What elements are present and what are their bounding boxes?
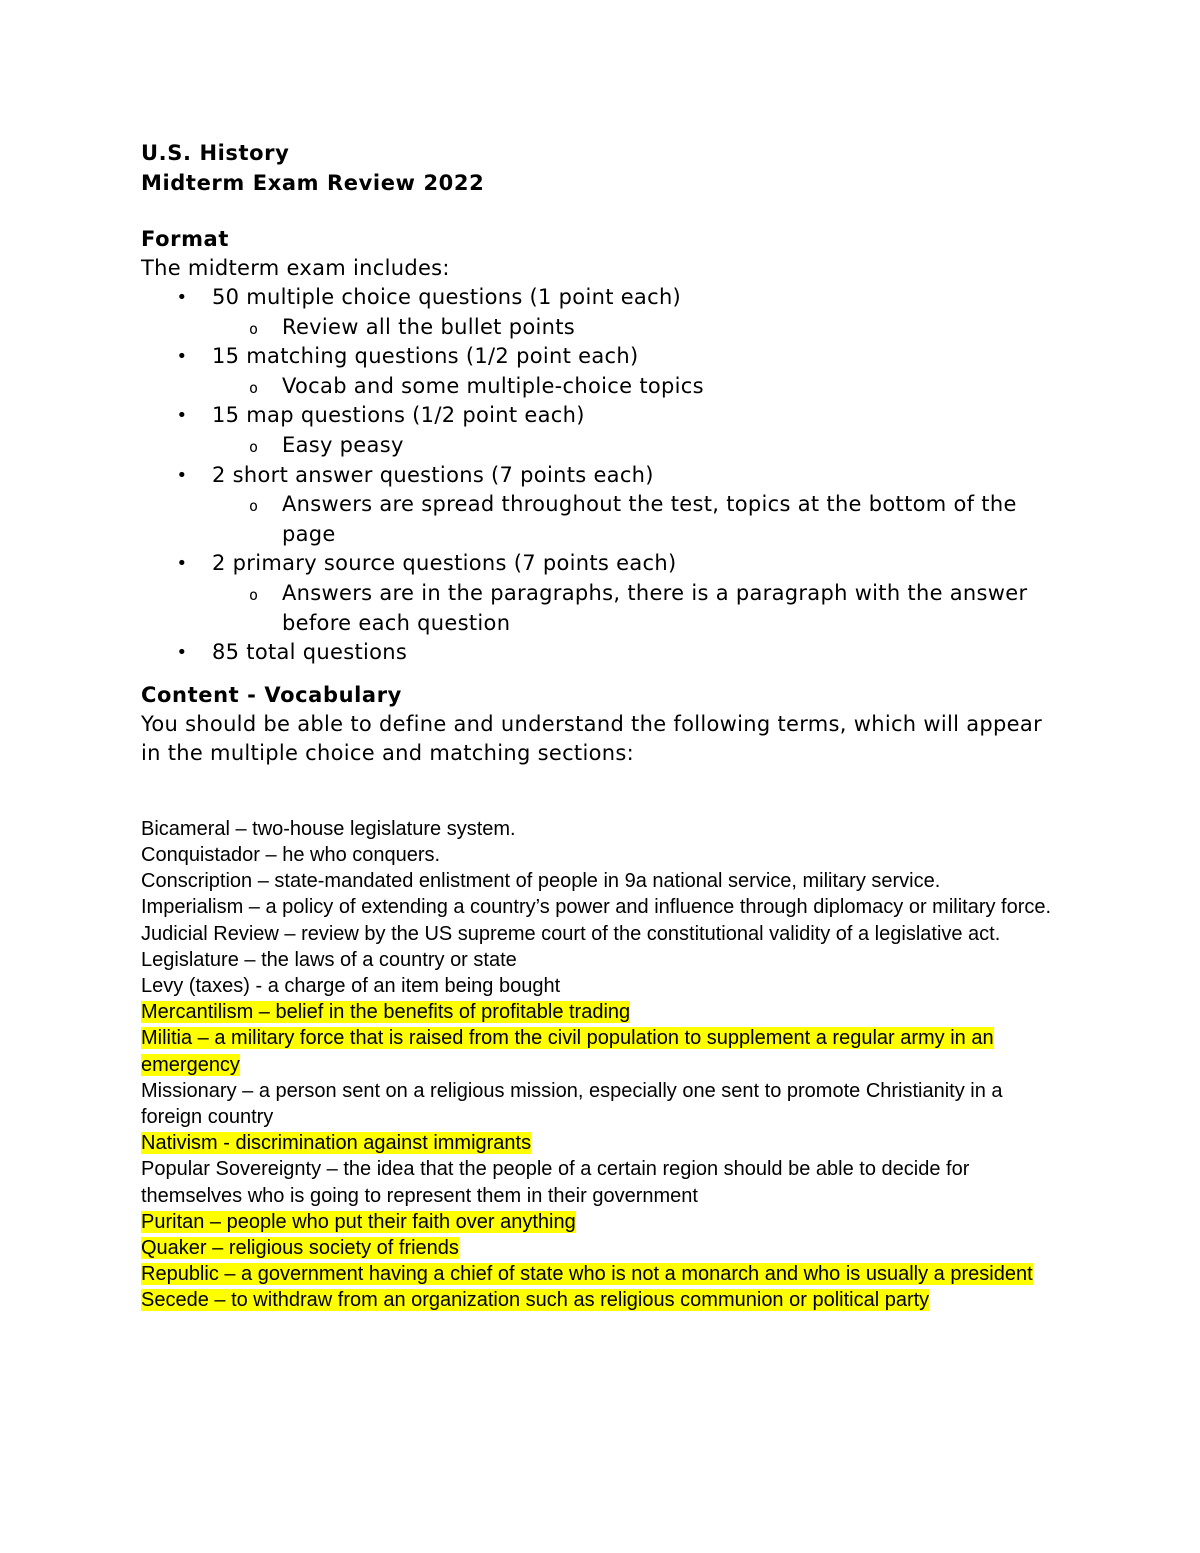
format-sub-item [141,490,1061,549]
vocabulary-term [141,1156,1061,1208]
course-title: U.S. History [141,141,290,165]
vocabulary-term-text: Conscription – state-mandated enlistment of people in 9a national service, military service. [141,870,941,893]
vocabulary-term [141,1025,1061,1077]
format-item-text: 15 map questions (1/2 point each) [212,403,585,428]
vocabulary-term [141,1261,1061,1287]
format-sub-item [141,431,1061,461]
vocabulary-term-text: Militia – a military force that is raised from the civil population to supplement a regular army in an emergency [141,1027,994,1076]
format-list-item [141,549,1061,579]
sub-bullet-icon: o [249,497,259,516]
vocabulary-term-text: Conquistador – he who conquers. [141,843,441,866]
document-page [141,138,1061,1314]
vocabulary-term-text: Levy (taxes) - a charge of an item being bought [141,974,561,997]
sub-bullet-icon: o [249,319,259,338]
vocabulary-term-text: Missionary – a person sent on a religious mission, especially one sent to promote Christianity in a foreign country [141,1079,1003,1128]
format-sub-item-text: Review all the bullet points [282,314,575,339]
format-item-text: 2 primary source questions (7 points each) [212,551,677,576]
bullet-icon: • [176,405,188,427]
vocabulary-term [141,1209,1061,1235]
format-intro: The midterm exam includes: [141,256,450,280]
format-sub-item-text: Easy peasy [282,432,404,457]
vocabulary-intro: You should be able to define and understand the following terms, which will appear in the multiple choice and matching sections: [141,711,1043,765]
vocabulary-term-text: Legislature – the laws of a country or state [141,948,517,971]
bullet-icon: • [176,464,188,486]
format-item-text: 2 short answer questions (7 points each) [212,462,654,487]
format-item-text: 85 total questions [212,640,408,665]
vocabulary-term [141,1130,1061,1156]
vocabulary-term-text: Bicameral – two-house legislature system. [141,817,516,840]
vocabulary-term [141,921,1061,947]
format-list-item [141,342,1061,372]
format-list-item [141,401,1061,431]
bullet-icon: • [176,287,188,308]
format-sub-item-text: Answers are in the paragraphs, there is a paragraph with the answer before each question [282,580,1028,635]
sub-bullet-icon: o [249,585,259,604]
format-sub-item [141,372,1061,402]
format-list-item [141,638,1061,668]
vocabulary-term-text: Republic – a government having a chief of state who is not a monarch and who is usually a president [141,1263,1033,1286]
bullet-icon: • [176,642,188,664]
vocabulary-term [141,894,1061,920]
vocabulary-term [141,1078,1061,1130]
vocabulary-term [141,999,1061,1025]
format-heading: Format [141,227,229,251]
vocabulary-term [141,868,1061,894]
vocabulary-term-text: Quaker – religious society of friends [141,1236,459,1259]
vocabulary-term-text: Nativism - discrimination against immigrants [141,1132,532,1155]
vocabulary-term [141,947,1061,973]
vocabulary-term [141,1235,1061,1261]
vocabulary-term [141,842,1061,868]
vocabulary-term [141,1287,1061,1313]
format-sub-item-text: Vocab and some multiple-choice topics [282,373,704,398]
format-item-text: 50 multiple choice questions (1 point each) [212,285,682,309]
vocabulary-term [141,973,1061,999]
sub-bullet-icon: o [249,378,259,397]
vocabulary-term-text: Popular Sovereignty – the idea that the people of a certain region should be able to decide for themselves who is going to represent them in their government [141,1158,970,1207]
bullet-icon: • [176,553,188,575]
vocabulary-list [141,816,1061,1314]
vocabulary-term-text: Judicial Review – review by the US supreme court of the constitutional validity of a legislative act. [141,922,1001,945]
vocabulary-term-text: Mercantilism – belief in the benefits of profitable trading [141,1001,631,1024]
vocabulary-term-text: Puritan – people who put their faith over anything [141,1210,576,1233]
document-title: Midterm Exam Review 2022 [141,171,485,195]
format-list-item [141,283,1061,313]
vocabulary-term-text: Secede – to withdraw from an organization such as religious communion or political party [141,1289,930,1312]
vocabulary-term [141,816,1061,842]
bullet-icon: • [176,346,188,368]
sub-bullet-icon: o [249,437,259,456]
format-list [141,283,1061,668]
format-item-text: 15 matching questions (1/2 point each) [212,344,639,369]
format-sub-item [141,579,1061,638]
format-sub-item [141,313,1061,343]
vocabulary-term-text: Imperialism – a policy of extending a country’s power and influence through diplomacy or military force. [141,896,1052,919]
format-list-item [141,461,1061,491]
format-sub-item-text: Answers are spread throughout the test, topics at the bottom of the page [282,492,1017,546]
vocabulary-heading: Content - Vocabulary [141,682,402,707]
